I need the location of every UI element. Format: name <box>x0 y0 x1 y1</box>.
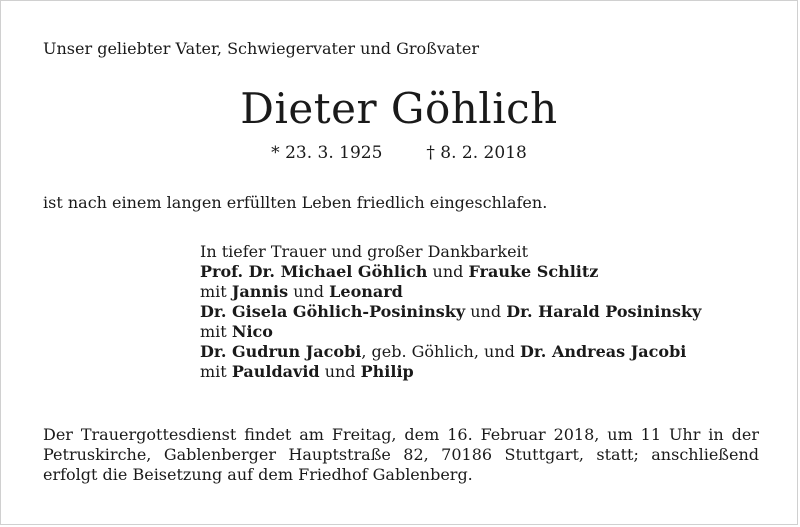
mourner-line <box>200 322 701 342</box>
intro-line: Unser geliebter Vater, Schwiegervater und Großvater <box>43 39 479 58</box>
connector-text: mit <box>200 282 232 301</box>
mourner-name: Pauldavid <box>231 362 320 381</box>
mourners-block <box>200 242 701 382</box>
mourner-name: Dr. Gisela Göhlich-Posininsky <box>200 302 466 321</box>
mourner-name: Jannis <box>231 282 289 301</box>
mourner-name: Nico <box>231 322 273 341</box>
mourner-name: Dr. Andreas Jacobi <box>519 342 687 361</box>
mourner-line <box>200 262 701 282</box>
birth-date: * 23. 3. 1925 <box>271 143 383 163</box>
connector-text: und <box>288 282 330 301</box>
mourner-name: Prof. Dr. Michael Göhlich <box>200 262 428 281</box>
mourner-name: Dr. Harald Posininsky <box>506 302 702 321</box>
life-dates <box>1 142 797 164</box>
connector-text: und <box>319 362 361 381</box>
death-date: † 8. 2. 2018 <box>426 143 527 163</box>
mourner-line <box>200 342 701 362</box>
funeral-service-info: Der Trauergottesdienst findet am Freitag, dem 16. Februar 2018, um 11 Uhr in der Petruskirche, Gablenberger Hauptstraße 82, 70186 Stuttgart, statt; anschließend erfolgt die Beisetzung auf dem Friedhof Gablenberg. <box>43 425 759 484</box>
mourners-heading: In tiefer Trauer und großer Dankbarkeit <box>200 242 529 261</box>
passing-statement: ist nach einem langen erfüllten Leben friedlich eingeschlafen. <box>43 193 548 212</box>
connector-text: und <box>427 262 469 281</box>
mourner-line <box>200 282 701 302</box>
mourner-name: Dr. Gudrun Jacobi <box>200 342 362 361</box>
mourner-line <box>200 362 701 382</box>
deceased-name: Dieter Göhlich <box>240 84 558 133</box>
mourner-name: Frauke Schlitz <box>468 262 599 281</box>
connector-text: mit <box>200 362 232 381</box>
connector-text: mit <box>200 322 232 341</box>
connector-text: und <box>465 302 507 321</box>
connector-text: , geb. Göhlich, und <box>361 342 520 361</box>
mourner-name: Leonard <box>329 282 403 301</box>
mourner-line <box>200 302 701 322</box>
mourner-name: Philip <box>360 362 414 381</box>
